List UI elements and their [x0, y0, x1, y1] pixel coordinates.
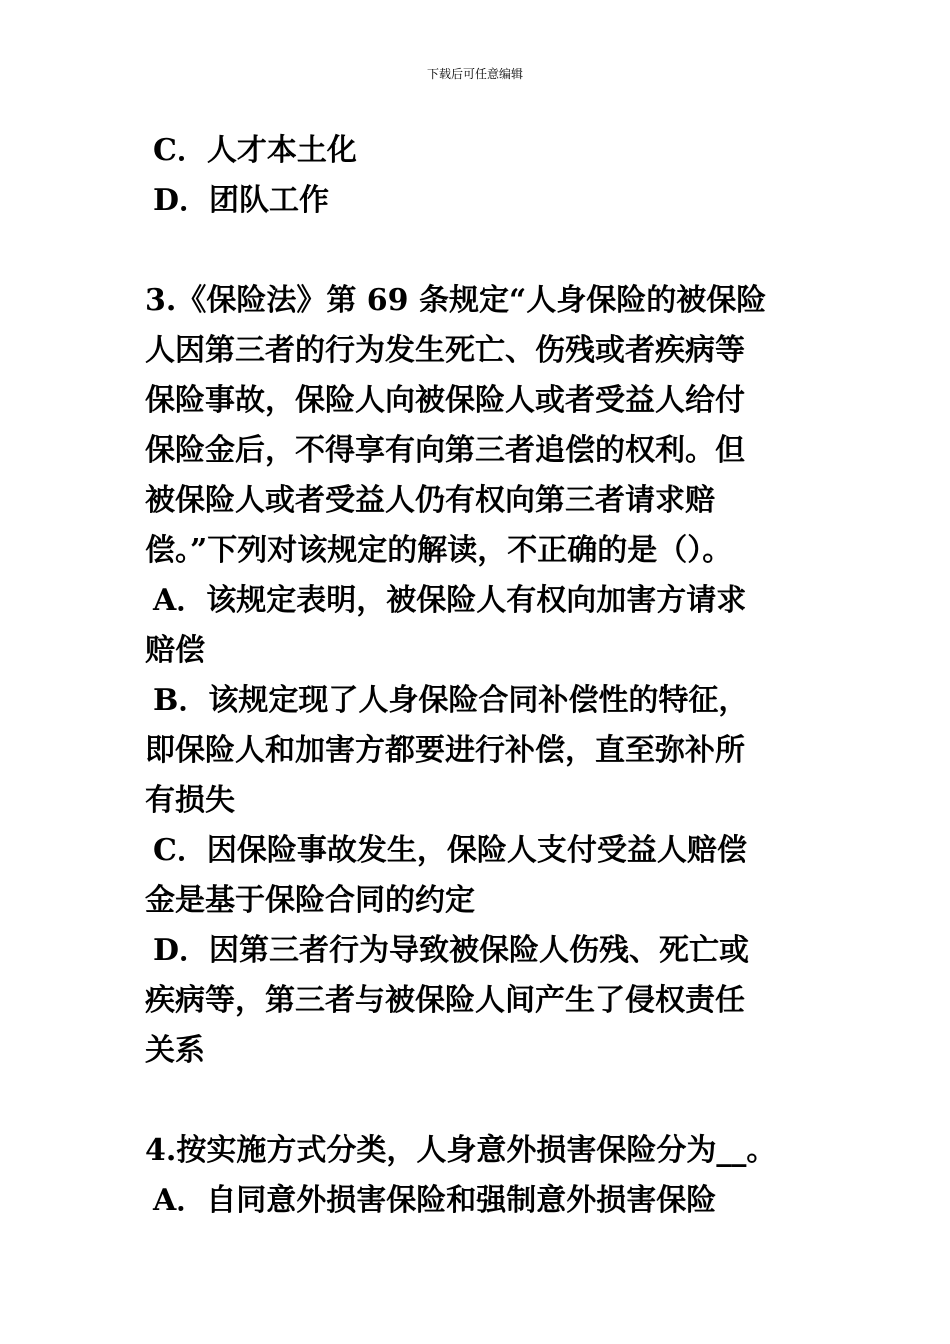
text-line: 赔偿	[145, 633, 205, 668]
option-line: A．该规定表明，被保险人有权向加害方请求	[153, 583, 747, 618]
option-line: A．自同意外损害保险和强制意外损害保险	[153, 1183, 717, 1218]
option-line: C．人才本土化	[153, 133, 357, 168]
page-header: 下载后可任意编辑	[426, 67, 523, 81]
text-line: 金是基于保险合同的约定	[145, 883, 475, 918]
question-line: 3.《保险法》第 69 条规定“人身保险的被保险	[145, 283, 767, 318]
text-line: 有损失	[145, 783, 235, 818]
text-line: 人因第三者的行为发生死亡、伤残或者疾病等	[145, 333, 745, 368]
option-line: B．该规定现了人身保险合同补偿性的特征，	[153, 683, 749, 718]
text-line: 偿。”下列对该规定的解读，不正确的是（）。	[145, 533, 733, 568]
text-line: 即保险人和加害方都要进行补偿，直至弥补所	[145, 733, 745, 768]
text-line: 疾病等，第三者与被保险人间产生了侵权责任	[145, 983, 745, 1018]
document-body	[145, 126, 810, 1226]
blank-line	[145, 1076, 810, 1126]
text-line: 关系	[145, 1033, 205, 1068]
text-line: 保险金后，不得享有向第三者追偿的权利。但	[145, 433, 745, 468]
option-line: D．团队工作	[153, 183, 330, 218]
blank-line	[145, 226, 810, 276]
option-line: D．因第三者行为导致被保险人伤残、死亡或	[153, 933, 750, 968]
option-line: C．因保险事故发生，保险人支付受益人赔偿	[153, 833, 747, 868]
text-line: 被保险人或者受益人仍有权向第三者请求赔	[145, 483, 715, 518]
question-line: 4.按实施方式分类，人身意外损害保险分为__。	[145, 1133, 777, 1168]
text-line: 保险事故，保险人向被保险人或者受益人给付	[145, 383, 745, 418]
